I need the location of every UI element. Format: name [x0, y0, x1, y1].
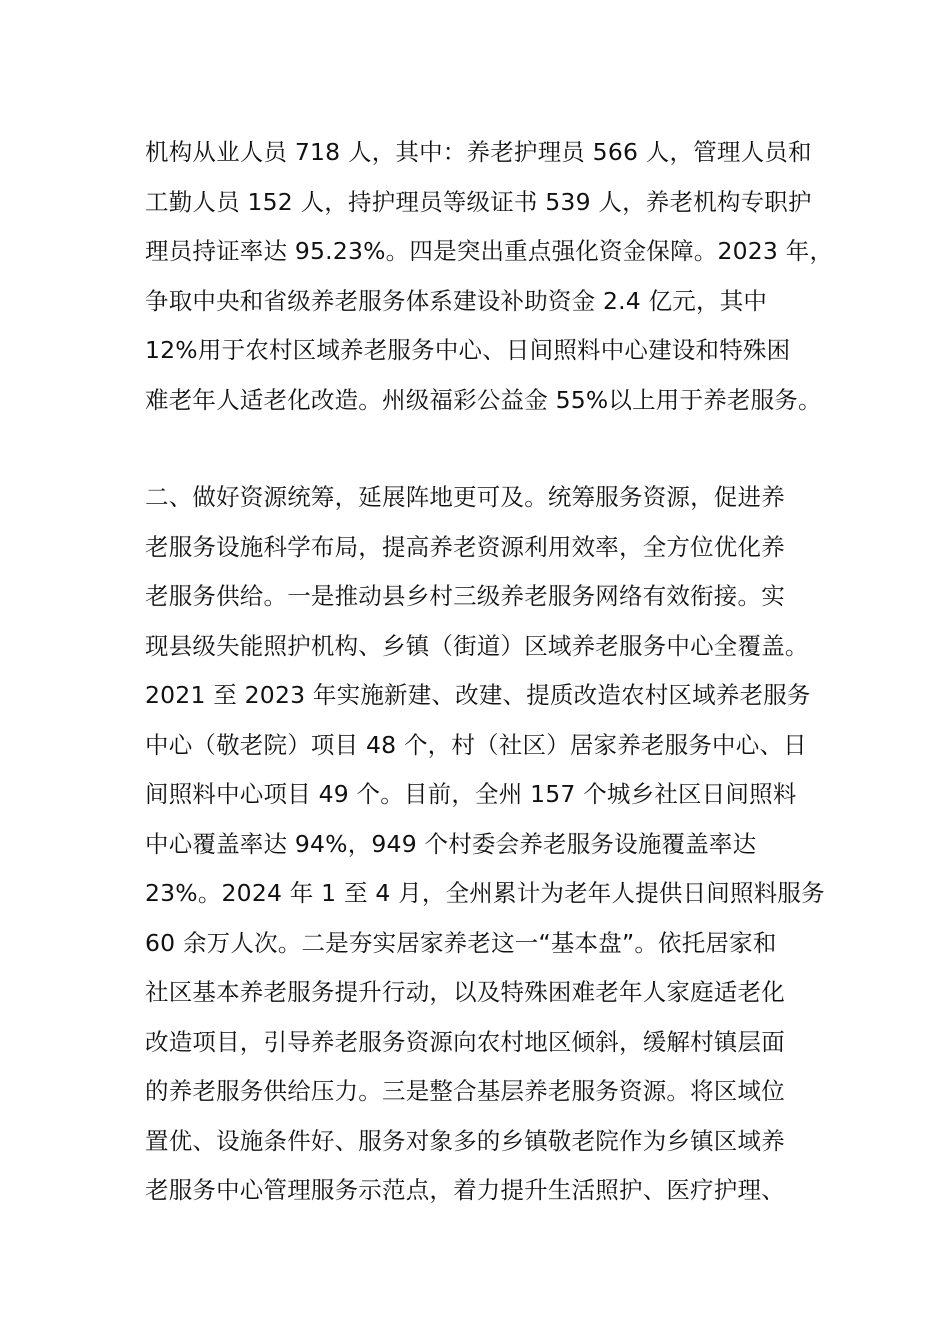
- text-line: 中心覆盖率达 94%，949 个村委会养老服务设施覆盖率达: [145, 829, 757, 858]
- text-line: 理员持证率达 95.23%。四是突出重点强化资金保障。2023 年，: [145, 237, 834, 265]
- text-line: 现县级失能照护机构、乡镇（街道）区域养老服务中心全覆盖。: [145, 631, 809, 660]
- text-line: 23%。2024 年 1 至 4 月，全州累计为老年人提供日间照料服务: [145, 879, 825, 907]
- paragraph-funding: [145, 128, 834, 425]
- text-line: 老服务供给。一是推动县乡村三级养老服务网络有效衔接。实: [145, 582, 785, 610]
- text-line: 12%用于农村区域养老服务中心、日间照料中心建设和特殊困: [145, 336, 791, 364]
- text-line: 中心（敬老院）项目 48 个，村（社区）居家养老服务中心、日: [145, 730, 807, 759]
- text-line: 老服务中心管理服务示范点，着力提升生活照护、医疗护理、: [145, 1176, 785, 1204]
- text-line: 二、做好资源统筹，延展阵地更可及。统筹服务资源，促进养: [145, 483, 785, 511]
- text-line: 争取中央和省级养老服务体系建设补助资金 2.4 亿元，其中: [145, 286, 768, 315]
- text-line: 机构从业人员 718 人，其中：养老护理员 566 人，管理人员和: [145, 138, 812, 166]
- text-line: 老服务设施科学布局，提高养老资源利用效率，全方位优化养: [145, 532, 785, 561]
- text-line: 难老年人适老化改造。州级福彩公益金 55%以上用于养老服务。: [145, 385, 822, 414]
- text-line: 工勤人员 152 人，持护理员等级证书 539 人，养老机构专职护: [145, 187, 812, 216]
- text-line: 2021 至 2023 年实施新建、改建、提质改造农村区域养老服务: [145, 681, 811, 709]
- text-line: 改造项目，引导养老服务资源向农村地区倾斜，缓解村镇层面: [145, 1027, 785, 1056]
- text-line: 60 余万人次。二是夯实居家养老这一“基本盘”。依托居家和: [145, 928, 777, 957]
- text-line: 间照料中心项目 49 个。目前，全州 157 个城乡社区日间照料: [145, 780, 797, 808]
- text-line: 置优、设施条件好、服务对象多的乡镇敬老院作为乡镇区域养: [145, 1126, 785, 1155]
- text-line: 社区基本养老服务提升行动，以及特殊困难老年人家庭适老化: [145, 978, 785, 1006]
- text-line: 的养老服务供给压力。三是整合基层养老服务资源。将区域位: [145, 1077, 785, 1105]
- paragraph-resource-coordination: [145, 473, 825, 1216]
